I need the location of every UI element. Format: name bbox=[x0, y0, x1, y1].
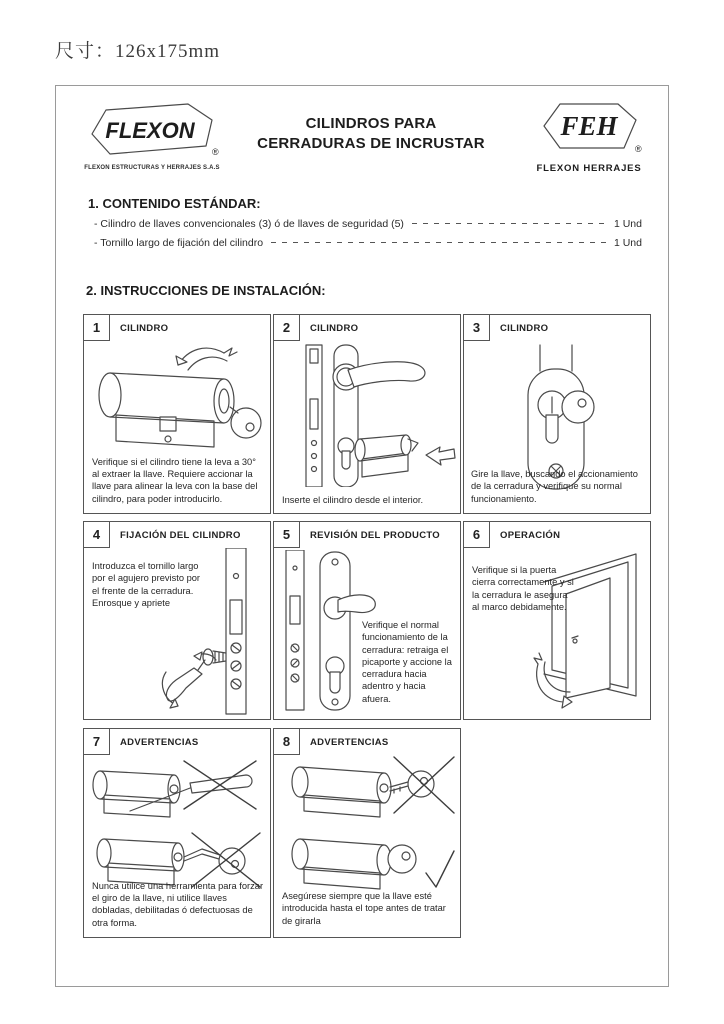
step-box-2-cilindro bbox=[273, 314, 461, 514]
item-quantity: 1 Und bbox=[613, 218, 642, 230]
step-header bbox=[84, 729, 270, 755]
step-title: ADVERTENCIAS bbox=[310, 736, 389, 748]
step-header bbox=[84, 522, 270, 548]
forbidden-tool-bent-key-illustration bbox=[86, 757, 268, 894]
step-box-8-advertencias bbox=[273, 728, 461, 938]
step-number: 7 bbox=[84, 729, 110, 755]
svg-text:®: ® bbox=[212, 147, 219, 157]
step-header bbox=[84, 315, 270, 341]
step-title: ADVERTENCIAS bbox=[120, 736, 199, 748]
step-caption: Nunca utilice una herramienta para forzar el giro de la llave, ni utilice llaves dobladas, debilitadas ó defectuosas de otra forma. bbox=[92, 880, 264, 928]
step-box-7-advertencias bbox=[83, 728, 271, 938]
step-number: 1 bbox=[84, 315, 110, 341]
feh-logo-shape-icon bbox=[534, 98, 644, 154]
item-label: - Tornillo largo de fijación del cilindro bbox=[94, 237, 264, 249]
list-item bbox=[94, 218, 642, 230]
key-insertion-right-wrong-illustration bbox=[276, 755, 458, 900]
document-title-line2: CERRADURAS DE INCRUSTAR bbox=[257, 134, 485, 152]
step-caption: Verifique el normal funcionamiento de la cerradura: retraiga el picaporte y accione la cerradura hacia adentro y hacia afuera. bbox=[362, 620, 452, 704]
document-page-frame bbox=[55, 85, 669, 987]
step-header bbox=[464, 522, 650, 548]
step-number: 2 bbox=[274, 315, 300, 341]
step-header bbox=[464, 315, 650, 341]
step-header bbox=[274, 522, 460, 548]
feh-logo bbox=[534, 98, 644, 174]
step-caption: Verifique si la puerta cierra correctamente y si la cerradura le asegura al marco debidamente. bbox=[472, 565, 574, 612]
step-number: 6 bbox=[464, 522, 490, 548]
flexon-logo-shape-icon bbox=[84, 100, 220, 158]
step-header bbox=[274, 729, 460, 755]
item-label: - Cilindro de llaves convencionales (3) ó de llaves de seguridad (5) bbox=[94, 218, 404, 230]
step-box-1-cilindro bbox=[83, 314, 271, 514]
step-caption: Gire la llave, buscando el accionamiento de la cerradura y verifique su normal funcionamiento. bbox=[471, 469, 638, 504]
step-number: 4 bbox=[84, 522, 110, 548]
step-title: CILINDRO bbox=[500, 322, 549, 334]
cylinder-insert-illustration bbox=[282, 343, 458, 492]
step-caption: Inserte el cilindro desde el interior. bbox=[282, 494, 424, 505]
step-box-4-fijacion bbox=[83, 521, 271, 720]
step-title: OPERACIÓN bbox=[500, 529, 561, 541]
cylinder-key-rotation-illustration bbox=[86, 343, 268, 460]
feh-logo-subtitle: FLEXON HERRAJES bbox=[536, 163, 642, 174]
step-box-6-operacion bbox=[463, 521, 651, 720]
step-number: 8 bbox=[274, 729, 300, 755]
document-title bbox=[251, 114, 491, 153]
dimensions-label: 尺寸：126x175mm bbox=[55, 41, 221, 62]
step-title: FIJACIÓN DEL CILINDRO bbox=[120, 529, 241, 541]
item-quantity: 1 Und bbox=[613, 237, 642, 249]
step-box-3-cilindro bbox=[463, 314, 651, 514]
step-caption: Verifique si el cilindro tiene la leva a 30° al extraer la llave. Requiere accionar la llave para alinear la leva con la base del cilindro, para poder introducirlo. bbox=[92, 456, 258, 504]
flexon-logo bbox=[84, 100, 220, 171]
standard-content-list bbox=[94, 218, 642, 256]
step-header bbox=[274, 315, 460, 341]
step-box-5-revision bbox=[273, 521, 461, 720]
step-title: CILINDRO bbox=[310, 322, 359, 334]
step-caption: Introduzca el tornillo largo por el agujero previsto por el frente de la cerradura. Enrosque y apriete bbox=[92, 561, 201, 608]
svg-text:FLEXON: FLEXON bbox=[105, 118, 195, 143]
step-caption: Asegúrese siempre que la llave esté introducida hasta el tope antes de tratar de girarla bbox=[282, 891, 446, 926]
step-title: CILINDRO bbox=[120, 322, 169, 334]
dotted-leader bbox=[271, 242, 606, 243]
step-title: REVISIÓN DEL PRODUCTO bbox=[310, 529, 440, 541]
svg-text:®: ® bbox=[635, 144, 642, 154]
svg-text:FEH: FEH bbox=[560, 111, 618, 141]
section2-heading: 2. INSTRUCCIONES DE INSTALACIÓN: bbox=[86, 283, 326, 298]
step-number: 3 bbox=[464, 315, 490, 341]
flexon-logo-subtitle: FLEXON ESTRUCTURAS Y HERRAJES S.A.S bbox=[84, 165, 220, 171]
document-title-line1: CILINDROS PARA bbox=[305, 115, 437, 132]
step-number: 5 bbox=[274, 522, 300, 548]
dotted-leader bbox=[412, 223, 606, 224]
list-item bbox=[94, 237, 642, 249]
section1-heading: 1. CONTENIDO ESTÁNDAR: bbox=[88, 196, 261, 211]
